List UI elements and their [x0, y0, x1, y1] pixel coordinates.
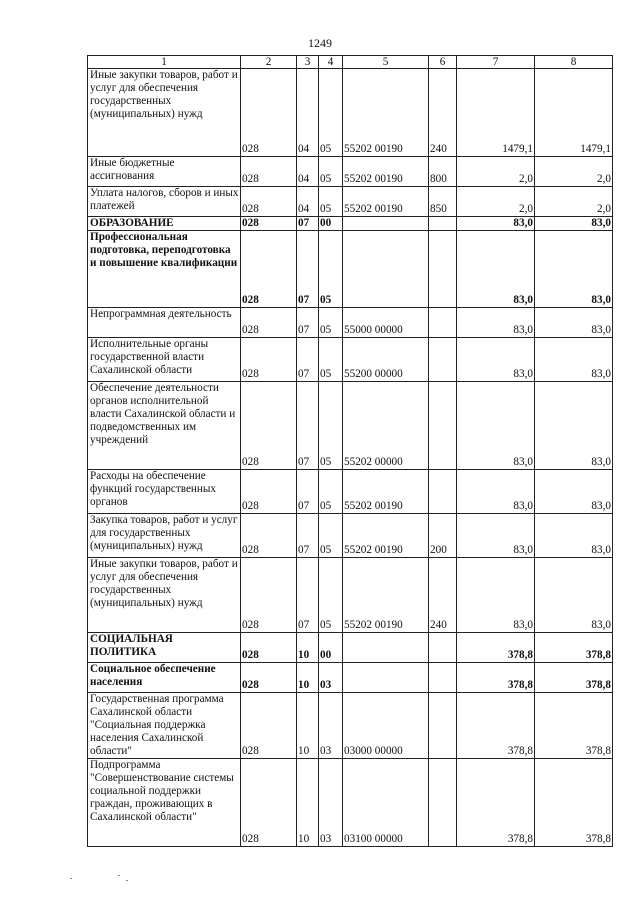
table-row	[88, 187, 613, 217]
expense-type-code	[429, 663, 457, 693]
row-name: Социальное обеспечение населения	[88, 663, 241, 693]
expense-type-code	[429, 217, 457, 231]
subsection-code: 05	[319, 308, 343, 338]
amount-col8: 83,0	[535, 514, 613, 558]
row-name: Непрограммная деятельность	[88, 308, 241, 338]
subsection-code: 00	[319, 633, 343, 663]
kfsr-code: 028	[241, 693, 297, 759]
section-code: 04	[297, 157, 319, 187]
amount-col7: 2,0	[457, 157, 535, 187]
row-name: Подпрограмма "Совершенствование системы социальной поддержки граждан, проживающих в Сахалинской области"	[88, 759, 241, 847]
expense-type-code	[429, 470, 457, 514]
subsection-code: 05	[319, 157, 343, 187]
column-header: 2	[241, 56, 297, 69]
row-name: Обеспечение деятельности органов исполнительной власти Сахалинской области и подведомственных им учреждений	[88, 382, 241, 470]
amount-col7: 83,0	[457, 470, 535, 514]
table-row	[88, 514, 613, 558]
target-article-code: 55000 00000	[343, 308, 429, 338]
amount-col8: 83,0	[535, 217, 613, 231]
column-number-row	[88, 56, 613, 69]
row-name: ОБРАЗОВАНИЕ	[88, 217, 241, 231]
table-row	[88, 663, 613, 693]
target-article-code: 03000 00000	[343, 693, 429, 759]
kfsr-code: 028	[241, 338, 297, 382]
target-article-code: 55202 00190	[343, 514, 429, 558]
subsection-code: 03	[319, 759, 343, 847]
expense-type-code: 800	[429, 157, 457, 187]
column-header: 8	[535, 56, 613, 69]
target-article-code: 55200 00000	[343, 338, 429, 382]
target-article-code: 55202 00190	[343, 69, 429, 157]
row-name: Исполнительные органы государственной власти Сахалинской области	[88, 338, 241, 382]
target-article-code	[343, 633, 429, 663]
expense-type-code	[429, 633, 457, 663]
amount-col7: 83,0	[457, 382, 535, 470]
amount-col8: 378,8	[535, 759, 613, 847]
amount-col8: 83,0	[535, 231, 613, 308]
expense-type-code: 850	[429, 187, 457, 217]
kfsr-code: 028	[241, 217, 297, 231]
amount-col7: 83,0	[457, 308, 535, 338]
row-name: Иные закупки товаров, работ и услуг для обеспечения государственных (муниципальных) нужд	[88, 558, 241, 633]
amount-col7: 83,0	[457, 558, 535, 633]
column-header: 6	[429, 56, 457, 69]
subsection-code: 05	[319, 338, 343, 382]
amount-col7: 2,0	[457, 187, 535, 217]
kfsr-code: 028	[241, 231, 297, 308]
table-row	[88, 558, 613, 633]
amount-col7: 83,0	[457, 514, 535, 558]
expense-type-code	[429, 759, 457, 847]
table-row	[88, 693, 613, 759]
amount-col7: 83,0	[457, 231, 535, 308]
kfsr-code: 028	[241, 187, 297, 217]
section-code: 07	[297, 231, 319, 308]
target-article-code	[343, 217, 429, 231]
section-code: 07	[297, 382, 319, 470]
amount-col8: 83,0	[535, 382, 613, 470]
amount-col8: 83,0	[535, 558, 613, 633]
expense-type-code	[429, 338, 457, 382]
subsection-code: 05	[319, 558, 343, 633]
target-article-code	[343, 663, 429, 693]
subsection-code: 05	[319, 69, 343, 157]
amount-col7: 378,8	[457, 633, 535, 663]
table-row	[88, 759, 613, 847]
scan-speck	[118, 875, 120, 876]
expense-type-code: 240	[429, 69, 457, 157]
scan-speck	[126, 880, 128, 881]
expense-type-code	[429, 308, 457, 338]
table-row	[88, 231, 613, 308]
amount-col8: 378,8	[535, 693, 613, 759]
amount-col8: 83,0	[535, 338, 613, 382]
amount-col7: 1479,1	[457, 69, 535, 157]
target-article-code: 55202 00190	[343, 558, 429, 633]
amount-col7: 378,8	[457, 663, 535, 693]
column-header: 7	[457, 56, 535, 69]
kfsr-code: 028	[241, 514, 297, 558]
column-header: 5	[343, 56, 429, 69]
row-name: Расходы на обеспечение функций государственных органов	[88, 470, 241, 514]
row-name: Профессиональная подготовка, переподготовка и повышение квалификации	[88, 231, 241, 308]
section-code: 10	[297, 759, 319, 847]
kfsr-code: 028	[241, 633, 297, 663]
amount-col7: 83,0	[457, 217, 535, 231]
target-article-code: 03100 00000	[343, 759, 429, 847]
section-code: 07	[297, 217, 319, 231]
row-name: Уплата налогов, сборов и иных платежей	[88, 187, 241, 217]
amount-col8: 378,8	[535, 663, 613, 693]
kfsr-code: 028	[241, 558, 297, 633]
amount-col8: 2,0	[535, 157, 613, 187]
amount-col7: 378,8	[457, 759, 535, 847]
expense-type-code: 240	[429, 558, 457, 633]
column-header: 4	[319, 56, 343, 69]
row-name: Иные закупки товаров, работ и услуг для обеспечения государственных (муниципальных) нужд	[88, 69, 241, 157]
expense-type-code	[429, 231, 457, 308]
section-code: 10	[297, 633, 319, 663]
row-name: Государственная программа Сахалинской области "Социальная поддержка населения Сахалинской области"	[88, 693, 241, 759]
budget-table	[87, 55, 613, 847]
target-article-code: 55202 00000	[343, 382, 429, 470]
subsection-code: 00	[319, 217, 343, 231]
scan-speck	[70, 878, 72, 879]
row-name: Закупка товаров, работ и услуг для государственных (муниципальных) нужд	[88, 514, 241, 558]
section-code: 07	[297, 558, 319, 633]
subsection-code: 03	[319, 663, 343, 693]
kfsr-code: 028	[241, 470, 297, 514]
section-code: 07	[297, 338, 319, 382]
section-code: 10	[297, 693, 319, 759]
amount-col8: 1479,1	[535, 69, 613, 157]
table-row	[88, 470, 613, 514]
section-code: 07	[297, 470, 319, 514]
target-article-code	[343, 231, 429, 308]
row-name: СОЦИАЛЬНАЯ ПОЛИТИКА	[88, 633, 241, 663]
column-header: 3	[297, 56, 319, 69]
amount-col8: 83,0	[535, 470, 613, 514]
table-row	[88, 382, 613, 470]
section-code: 07	[297, 514, 319, 558]
kfsr-code: 028	[241, 69, 297, 157]
target-article-code: 55202 00190	[343, 187, 429, 217]
column-header: 1	[88, 56, 241, 69]
table-row	[88, 217, 613, 231]
table-row	[88, 308, 613, 338]
subsection-code: 05	[319, 470, 343, 514]
section-code: 07	[297, 308, 319, 338]
target-article-code: 55202 00190	[343, 470, 429, 514]
subsection-code: 05	[319, 187, 343, 217]
table-row	[88, 69, 613, 157]
section-code: 04	[297, 187, 319, 217]
expense-type-code: 200	[429, 514, 457, 558]
kfsr-code: 028	[241, 759, 297, 847]
expense-type-code	[429, 382, 457, 470]
row-name: Иные бюджетные ассигнования	[88, 157, 241, 187]
subsection-code: 05	[319, 231, 343, 308]
table-row	[88, 633, 613, 663]
amount-col7: 83,0	[457, 338, 535, 382]
expense-type-code	[429, 693, 457, 759]
kfsr-code: 028	[241, 382, 297, 470]
kfsr-code: 028	[241, 157, 297, 187]
amount-col8: 2,0	[535, 187, 613, 217]
section-code: 10	[297, 663, 319, 693]
table-row	[88, 338, 613, 382]
subsection-code: 05	[319, 382, 343, 470]
subsection-code: 05	[319, 514, 343, 558]
section-code: 04	[297, 69, 319, 157]
amount-col8: 83,0	[535, 308, 613, 338]
kfsr-code: 028	[241, 308, 297, 338]
kfsr-code: 028	[241, 663, 297, 693]
amount-col7: 378,8	[457, 693, 535, 759]
target-article-code: 55202 00190	[343, 157, 429, 187]
subsection-code: 03	[319, 693, 343, 759]
table-row	[88, 157, 613, 187]
amount-col8: 378,8	[535, 633, 613, 663]
page-number: 1249	[308, 36, 332, 50]
